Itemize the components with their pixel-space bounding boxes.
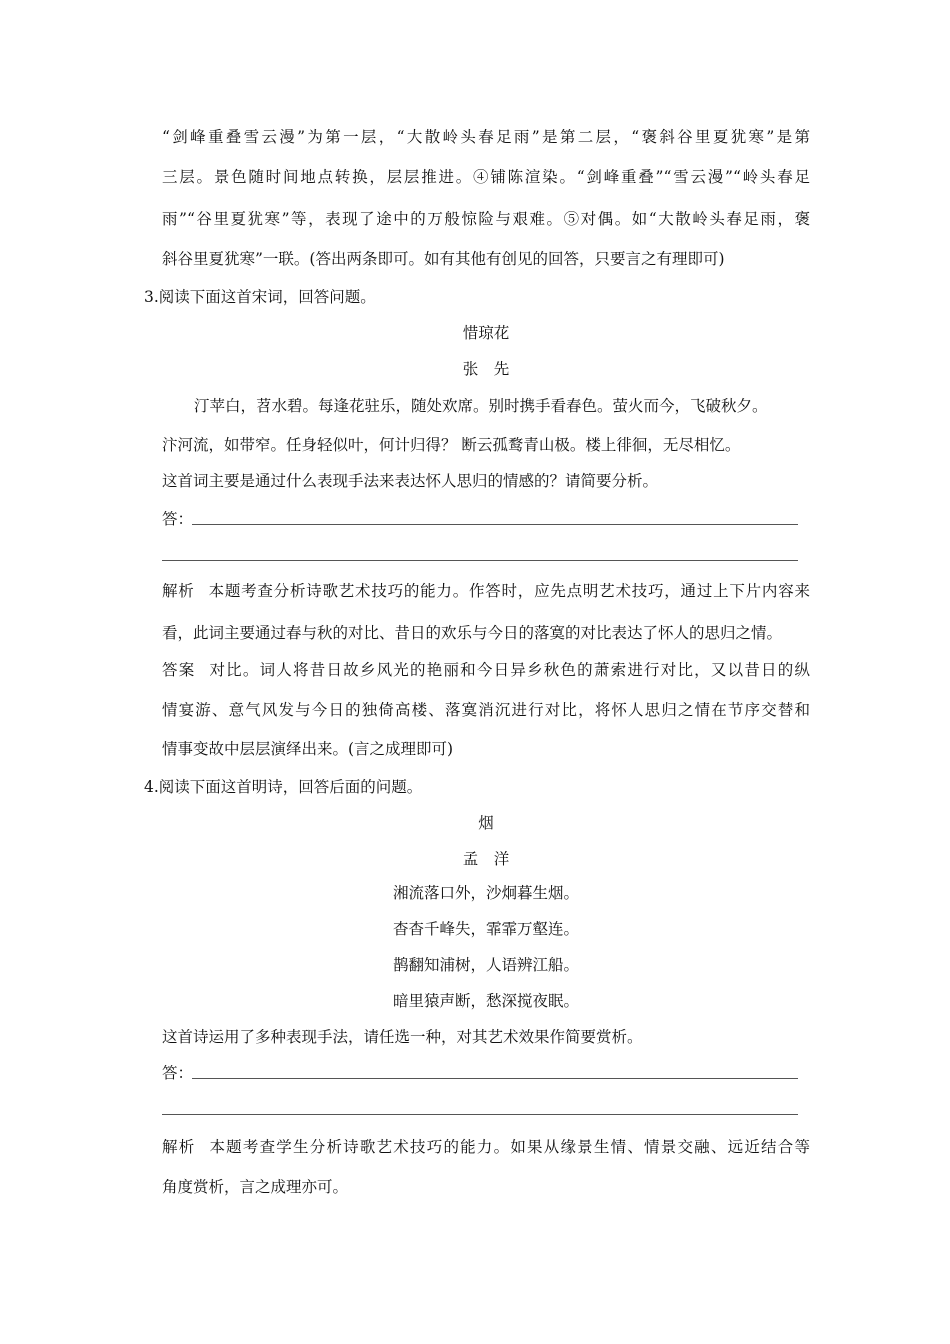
poem-title: 烟 <box>478 814 494 832</box>
answer-key-line: 情宴游、意气风发与今日的独倚高楼、落寞消沉进行对比，将怀人思归之情在节序交替和 <box>162 701 810 719</box>
analysis-line: 角度赏析，言之成理亦可。 <box>162 1178 349 1196</box>
analysis-text: 本题考查分析诗歌艺术技巧的能力。作答时，应先点明艺术技巧，通过上下片内容来 <box>208 582 810 600</box>
poem-author: 孟 洋 <box>462 850 510 868</box>
poem-author: 张 先 <box>462 360 510 378</box>
question-3-stem: 3.阅读下面这首宋词，回答问题。 <box>144 288 376 306</box>
answer-field[interactable] <box>162 508 798 530</box>
paragraph-line: 斜谷里夏犹寒”一联。(答出两条即可。如有其他有创见的回答，只要言之有理即可) <box>162 250 725 268</box>
answer-key-tag: 答案 <box>162 661 196 679</box>
answer-underline <box>162 1114 798 1115</box>
answer-underline <box>192 1078 798 1079</box>
analysis-line <box>162 1136 810 1158</box>
question-prompt: 这首诗运用了多种表现手法，请任选一种，对其艺术效果作简要赏析。 <box>162 1028 643 1046</box>
answer-underline <box>192 524 798 525</box>
poem-line: 汴河流，如带窄。任身轻似叶，何计归得？ 断云孤鹜青山极。楼上徘徊，无尽相忆。 <box>162 436 741 454</box>
poem-verse: 鹊翻知浦树，人语辨江船。 <box>392 956 579 974</box>
answer-field[interactable] <box>162 1062 798 1084</box>
paragraph-line: 雨”“谷里夏犹寒”等，表现了途中的万般惊险与艰难。⑤对偶。如“大散岭头春足雨，褒 <box>162 210 810 228</box>
analysis-tag: 解析 <box>162 1138 196 1156</box>
poem-verse: 杳杳千峰失，霏霏万壑连。 <box>392 920 579 938</box>
answer-underline <box>162 560 798 561</box>
analysis-text: 本题考查学生分析诗歌艺术技巧的能力。如果从缘景生情、情景交融、远近结合等 <box>209 1138 810 1156</box>
answer-key-line <box>162 659 810 681</box>
poem-verse: 湘流落口外，沙炯暮生烟。 <box>392 884 579 902</box>
analysis-line <box>162 580 810 602</box>
answer-key-text: 对比。词人将昔日故乡风光的艳丽和今日异乡秋色的萧索进行对比，又以昔日的纵 <box>209 661 810 679</box>
question-4-stem: 4.阅读下面这首明诗，回答后面的问题。 <box>144 778 423 796</box>
analysis-tag: 解析 <box>162 582 195 600</box>
paragraph-line: 三层。景色随时间地点转换，层层推进。④铺陈渲染。“剑峰重叠”“雪云漫”“岭头春足 <box>162 168 810 186</box>
analysis-line: 看，此词主要通过春与秋的对比、昔日的欢乐与今日的落寞的对比表达了怀人的思归之情。 <box>162 624 783 642</box>
question-prompt: 这首词主要是通过什么表现手法来表达怀人思归的情感的？请简要分析。 <box>162 472 659 490</box>
poem-verse: 暗里猿声断，愁深搅夜眠。 <box>392 992 579 1010</box>
answer-key-line: 情事变故中层层演绎出来。(言之成理即可) <box>162 740 454 758</box>
answer-label: 答： <box>162 1064 194 1082</box>
poem-title: 惜琼花 <box>462 324 510 342</box>
poem-line: 汀苹白，苕水碧。每逢花驻乐，随处欢席。别时携手看春色。萤火而今，飞破秋夕。 <box>194 397 768 415</box>
answer-label: 答： <box>162 510 194 528</box>
paragraph-line: “剑峰重叠雪云漫”为第一层，“大散岭头春足雨”是第二层，“褒斜谷里夏犹寒”是第 <box>162 128 810 146</box>
